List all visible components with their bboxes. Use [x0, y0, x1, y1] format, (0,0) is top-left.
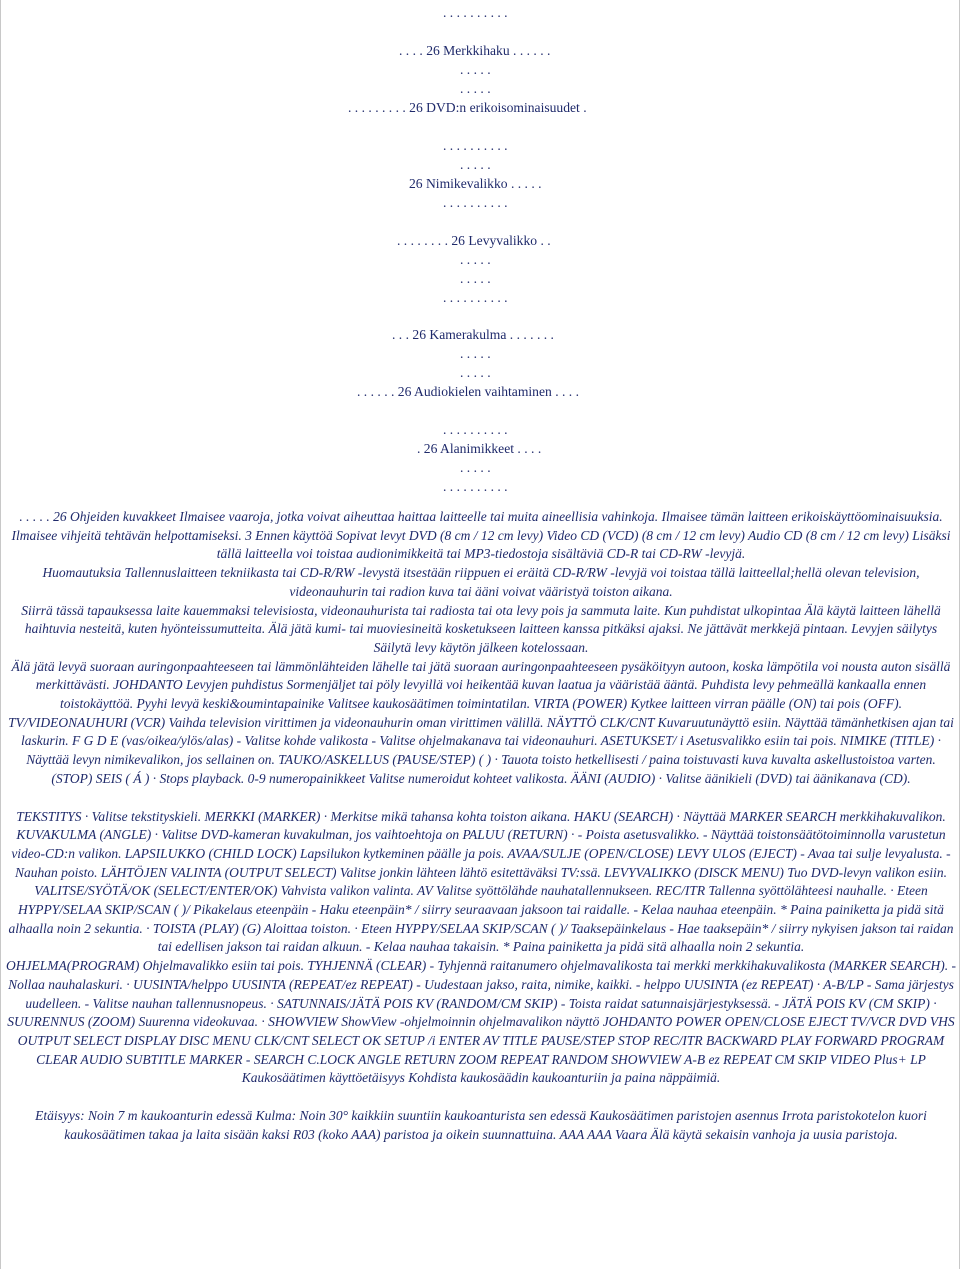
toc-line: . . . . .	[460, 346, 491, 361]
toc-line: . . . . .	[460, 460, 491, 475]
paragraph-cleaning: Siirrä tässä tapauksessa laite kauemmaksi televisiosta, videonauhurista tai radiosta tai ota levy pois ja sammuta laite. Kun puhdistat ulkopintaa Älä käytä laitteen lähellä haihtuvia nesteitä, kuten hyönteissumutteita. Älä jätä kumi- tai muoviesineitä kosketukseen laitteen kanssa pitkäksi ajaksi. Ne jättävät merkkejä pintaan. Levyjen säilytys Säilytä levy käytön jälkeen kotelossaan.	[21, 602, 941, 655]
toc-line: . . . . .	[460, 81, 491, 96]
manual-body-text	[5, 508, 957, 1145]
paragraph-notes: Huomautuksia Tallennuslaitteen tekniikasta tai CD-R/RW -levystä itsestään riippuen ei eräitä CD-R/RW -levyjä voi toistaa tällä laitteellal;hellä olevan television, videonauhurin tai radion kuva tai ääni voivat vääristyä toiston aikana.	[42, 565, 920, 599]
toc-line[interactable]: . . . . . . . . 26 Levyvalikko . .	[397, 233, 551, 248]
paragraph-storage-power: Älä jätä levyä suoraan auringonpaahteeseen tai lämmönlähteiden lähelle tai jätä suoraan auringonpaahteeseen pysäköityyn autoon, koska lämpötila voi nousta auton sisällä merkittävästi. JOHDANTO Levyjen puhdistus Sormenjäljet tai pöly levyillä voi heikentää kuvan laatua ja vääristää ääntä. Puhdista levy pehmeällä kankaalla ennen toistokäyttöä. Pyyhi levyä keski&oumintapainike Valitsee kaukosäätimen toimintatilan. VIRTA (POWER) Kytkee laitteen virran päälle (ON) tai pois (OFF).	[11, 658, 951, 712]
toc-line: . . . . .	[460, 62, 491, 77]
toc-line: . . . . .	[460, 252, 491, 267]
toc-line: . . . . . . . . . .	[443, 195, 508, 210]
paragraph-subtitle: TEKSTITYS · Valitse tekstityskieli. MERKKI (MARKER) · Merkitse mikä tahansa kohta toiston aikana. HAKU (SEARCH) · Näyttää MARKER SEARCH merkkihakuvalikon. KUVAKULMA (ANGLE) · Valitse DVD-kameran kuvakulman, jos vaihtoehtoja on PALUU (RETURN) · - Poista asetusvalikko. - Näyttää toistonsäätötoiminnolla varustetun video-CD:n valikon. LAPSILUKKO (CHILD LOCK) Lapsilukon kytkeminen päälle ja pois. AVAA/SULJE (OPEN/CLOSE) LEVY ULOS (EJECT) - Avaa tai sulje levyalusta. - Nauhan poisto. LÄHTÖJEN VALINTA (OUTPUT SELECT) Valitse jonkin lähteen lähtö esitettäväksi TV:ssä. LEVYVALIKKO (DISCK MENU) Tuo DVD-levyn valikon esiin.	[11, 808, 951, 880]
toc-line: . . . . . . . . . .	[443, 138, 508, 153]
toc-line: . . . . . . . . . .	[443, 290, 508, 305]
paragraph-select: VALITSE/SYÖTÄ/OK (SELECT/ENTER/OK) Vahvista valikon valinta. AV Valitse syöttölähde nauhatallennukseen. REC/ITR Tallenna syöttölähteesi nauhalle. · Eteen HYPPY/SELAA SKIP/SCAN ( )/ Pikakelaus eteenpäin - Haku eteenpäin* / siirry seuraavaan jaksoon tai raidalle. - Kelaa nauhaa eteenpäin. * Paina painiketta ja pidä sitä alhaalla noin 2 sekuntia. · TOISTA (PLAY) (G) Aloittaa toiston. · Eteen HYPPY/SELAA SKIP/SCAN ( )/ Taaksepäinkelaus - Hae taaksepäin* / siirry nykyisen jakson tai raidan tai edellisen jakson tai raidan alkuun. - Kelaa nauhaa takaisin. * Paina painiketta ja pidä sitä alhaalla noin 2 sekuntia.	[8, 883, 954, 955]
toc-line: . . . . .	[460, 271, 491, 286]
toc-line[interactable]: . 26 Alanimikkeet . . . .	[417, 441, 542, 456]
paragraph-tv-vcr: TV/VIDEONAUHURI (VCR) Vaihda television virittimen ja videonauhurin oman virittimen välillä. NÄYTTÖ CLK/CNT Kuvaruutunäyttö esiin. Näyttää tämänhetkisen ajan tai laskurin. F G D E (vas/oikea/ylös/alas) - Valitse kohde valikosta - Valitse ohjelmakanava tai videonauhuri. ASETUKSET/ i Asetusvalikko esiin tai pois. NIMIKE (TITLE) · Näyttää levyn nimikevalikon, jos sellainen on. TAUKO/ASKELLUS (PAUSE/STEP) ( ) · Tauota toisto hetkellisesti / paina toistuvasti kuva kuvalta askellustoistoa varten. (STOP) SEIS ( Á ) · Stops playback. 0-9 numeropainikkeet Valitse numeroidut kohteet valikosta. ÄÄNI (AUDIO) · Valitse äänikieli (DVD) tai äänikanava (CD).	[8, 714, 954, 786]
paragraph-gap	[5, 1088, 957, 1107]
toc-line: . . . . .	[460, 157, 491, 172]
toc-line: . . . . .	[460, 365, 491, 380]
toc-line: . . . . . . . . . .	[443, 422, 508, 437]
paragraph-icons-intro: . . . . . 26 Ohjeiden kuvakkeet Ilmaisee vaaroja, jotka voivat aiheuttaa haittaa laitteelle tai muita aineellisia vahinkoja. Ilmaisee tämän laitteen erikoiskäyttöominaisuuksia. Ilmaisee vihjeitä tehtävän helpottamiseksi. 3 Ennen käyttöä Sopivat levyt DVD (8 cm / 12 cm levy) Video CD (VCD) (8 cm / 12 cm levy) Audio CD (8 cm / 12 cm levy) Lisäksi tällä laitteella voi toistaa audionimikkeitä tai MP3-tiedostoja sisältäviä CD-R tai CD-RW -levyjä.	[11, 509, 951, 562]
toc-line: . . . . . . . . . .	[443, 479, 508, 494]
toc-line[interactable]: . . . . 26 Merkkihaku . . . . . .	[399, 43, 551, 58]
paragraph-program: OHJELMA(PROGRAM) Ohjelmavalikko esiin tai pois. TYHJENNÄ (CLEAR) - Tyhjennä raitanumero ohjelmavalikosta tai merkki merkkihakuvalikosta (MARKER SEARCH). - Nollaa nauhalaskuri. · UUSINTA/helppo UUSINTA (REPEAT/ez REPEAT) - Uudestaan jakso, raita, nimike, kaikki. - helppo UUSINTA (ez REPEAT) · A-B/LP - Sama järjestys uudelleen. - Valitse nauhan tallennusnopeus. · SATUNNAIS/JÄTÄ POIS KV (RANDOM/CM SKIP) - Toista raidat satunnaisjärjestyksessä. - JÄTÄ POIS KV (CM SKIP) · SUURENNUS (ZOOM) Suurenna videokuvaa. · SHOWVIEW ShowView -ohjelmoinnin ohjelmavalikon näyttö JOHDANTO POWER OPEN/CLOSE EJECT TV/VCR DVD VHS OUTPUT SELECT DISPLAY DISC MENU CLK/CNT SELECT OK SETUP /i ENTER AV TITLE PAUSE/STEP STOP REC/ITR BACKWARD PLAY FORWARD PROGRAM CLEAR AUDIO SUBTITLE MARKER - SEARCH C.LOCK ANGLE RETURN ZOOM REPEAT RANDOM SHOWVIEW A-B ez REPEAT CM SKIP VIDEO Plus+ LP Kaukosäätimen käyttöetäisyys Kohdista kaukosäädin kaukoanturiin ja paina näppäimiä.	[5, 958, 957, 1086]
paragraph-gap	[5, 789, 957, 808]
toc-line[interactable]: . . . 26 Kamerakulma . . . . . . .	[392, 327, 554, 342]
toc-line[interactable]: . . . . . . . . . 26 DVD:n erikoisominaisuudet .	[348, 100, 587, 115]
toc-line: . . . . . . . . . .	[443, 5, 508, 20]
toc-line[interactable]: 26 Nimikevalikko . . . . .	[409, 176, 542, 191]
toc-line[interactable]: . . . . . . 26 Audiokielen vaihtaminen . . . .	[357, 384, 579, 399]
paragraph-distance: Etäisyys: Noin 7 m kaukoanturin edessä Kulma: Noin 30° kaikkiin suuntiin kaukoanturista sen edessä Kaukosäätimen paristojen asennus Irrota paristokotelon kuori kaukosäätimen takaa ja laita sisään kaksi R03 (koko AAA) paristoa ja oikein suunnattuina. AAA AAA Vaara Älä käytä sekaisin vanhoja ja uusia paristoja.	[35, 1108, 927, 1142]
